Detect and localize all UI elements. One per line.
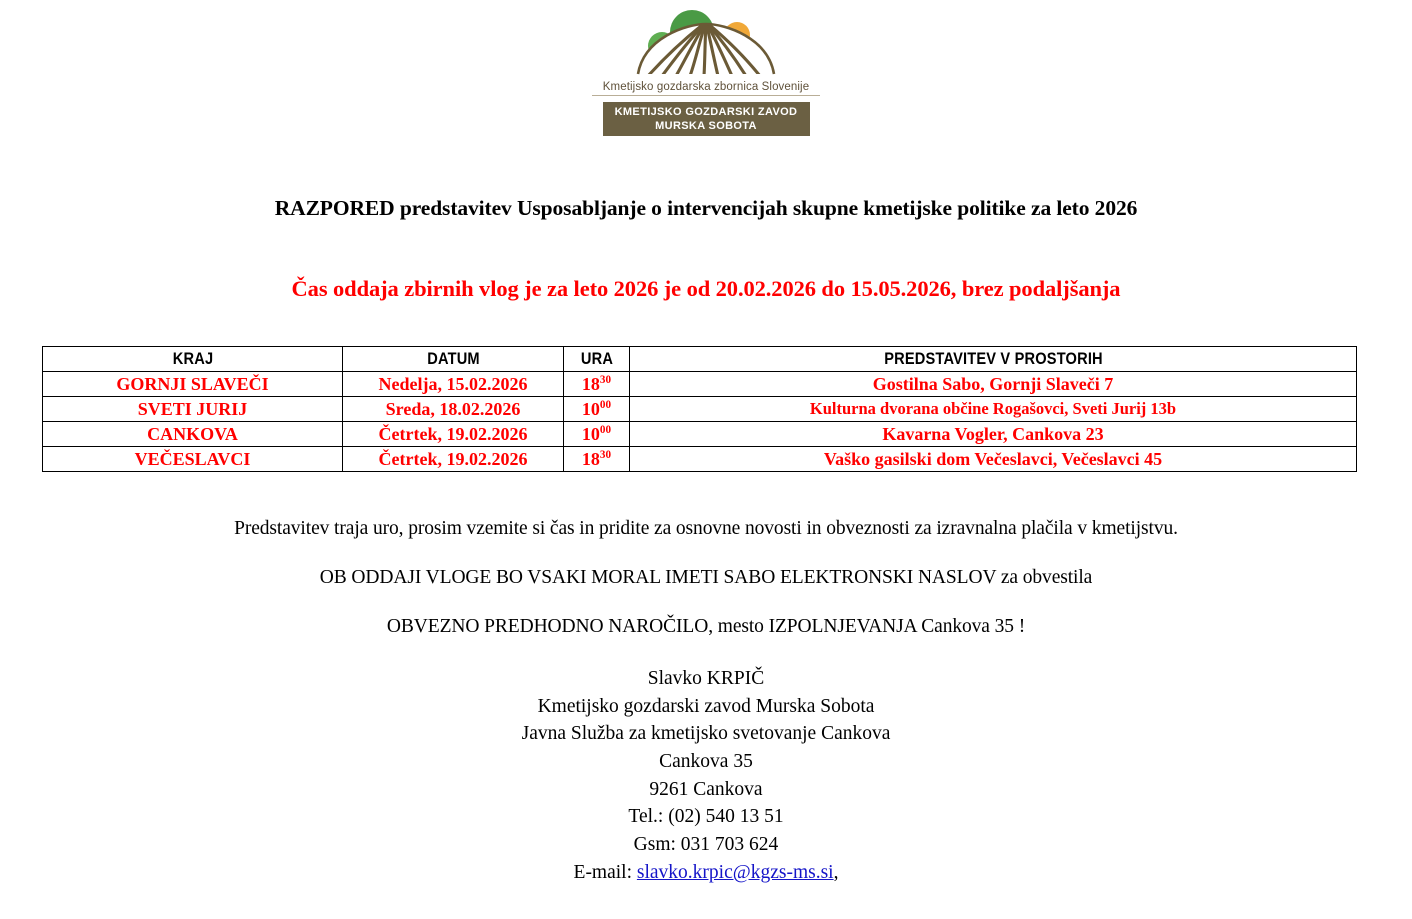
cell-time — [564, 372, 630, 397]
header-ura: URA — [568, 347, 625, 372]
signature-postal: 9261 Cankova — [649, 778, 763, 800]
logo-banner-line2: MURSKA SOBOTA — [655, 120, 757, 132]
note-email-required: OB ODDAJI VLOGE BO VSAKI MORAL IMETI SABO ELEKTRONSKI NASLOV za obvestila — [319, 567, 1093, 588]
signature-institute: Kmetijsko gozdarski zavod Murska Sobota — [537, 695, 875, 717]
letterhead-logo-block — [0, 0, 1412, 136]
table-row — [43, 372, 1357, 397]
signature-email-line — [0, 859, 1412, 887]
signature-block — [0, 665, 1412, 887]
signature-phone: Tel.: (02) 540 13 51 — [628, 806, 784, 828]
signature-mobile: Gsm: 031 703 624 — [633, 834, 779, 856]
cell-time-minutes: 00 — [599, 398, 612, 411]
schedule-table-wrapper — [0, 346, 1412, 472]
schedule-table-body — [43, 372, 1357, 472]
logo-banner-line1: KMETIJSKO GOZDARSKI ZAVOD — [614, 105, 798, 118]
cell-time — [564, 422, 630, 447]
document-subtitle-deadline: Čas oddaja zbirnih vlog je za leto 2026 je od 20.02.2026 do 15.05.2026, brez podaljšanja — [291, 276, 1121, 301]
logo-institute-banner — [603, 102, 810, 136]
cell-time — [564, 397, 630, 422]
cell-place: GORNJI SLAVEČI — [43, 372, 343, 397]
cell-time-hour: 18 — [581, 448, 600, 469]
signature-name: Slavko KRPIČ — [647, 668, 765, 689]
cell-time-hour: 10 — [581, 423, 600, 444]
cell-date: Sreda, 18.02.2026 — [343, 397, 564, 422]
cell-place: CANKOVA — [43, 422, 343, 447]
document-title: RAZPORED predstavitev Usposabljanje o intervencijah skupne kmetijske politike za leto 2026 — [274, 196, 1138, 220]
cell-venue: Kavarna Vogler, Cankova 23 — [630, 422, 1357, 447]
signature-email-link[interactable]: slavko.krpic@kgzs-ms.si — [636, 861, 834, 883]
cell-time-minutes: 30 — [599, 448, 612, 461]
note-duration: Predstavitev traja uro, prosim vzemite si čas in pridite za osnovne novosti in obveznosti za izravnalna plačila v kmetijstvu. — [234, 518, 1178, 539]
header-kraj: KRAJ — [64, 347, 322, 372]
cell-venue: Kulturna dvorana občine Rogašovci, Sveti Jurij 13b — [630, 397, 1357, 422]
cell-time-minutes: 30 — [599, 373, 612, 386]
table-header-row — [43, 347, 1357, 372]
notes-block — [0, 518, 1412, 638]
cell-time-minutes: 00 — [599, 423, 612, 436]
cell-time-hour: 18 — [581, 373, 600, 394]
header-predstavitev: PREDSTAVITEV V PROSTORIH — [680, 347, 1305, 372]
cell-time-hour: 10 — [581, 398, 600, 419]
table-row — [43, 397, 1357, 422]
cell-date: Četrtek, 19.02.2026 — [343, 422, 564, 447]
cell-venue: Gostilna Sabo, Gornji Slaveči 7 — [630, 372, 1357, 397]
table-row — [43, 422, 1357, 447]
cell-date: Nedelja, 15.02.2026 — [343, 372, 564, 397]
table-row — [43, 447, 1357, 472]
signature-service: Javna Služba za kmetijsko svetovanje Cankova — [521, 723, 891, 745]
note-appointment-required: OBVEZNO PREDHODNO NAROČILO, mesto IZPOLNJEVANJA Cankova 35 ! — [386, 616, 1026, 637]
cell-place: VEČESLAVCI — [43, 447, 343, 472]
cell-place: SVETI JURIJ — [43, 397, 343, 422]
signature-email-suffix: , — [833, 861, 839, 883]
cell-time — [564, 447, 630, 472]
cell-date: Četrtek, 19.02.2026 — [343, 447, 564, 472]
schedule-table — [42, 346, 1357, 472]
kgzs-hill-field-icon — [626, 8, 786, 80]
logo-chamber-text: Kmetijsko gozdarska zbornica Slovenije — [592, 81, 820, 96]
header-datum: DATUM — [358, 347, 548, 372]
signature-street: Cankova 35 — [659, 751, 753, 773]
signature-email-label: E-mail: — [573, 861, 637, 883]
cell-venue: Vaško gasilski dom Večeslavci, Večeslavci 45 — [630, 447, 1357, 472]
